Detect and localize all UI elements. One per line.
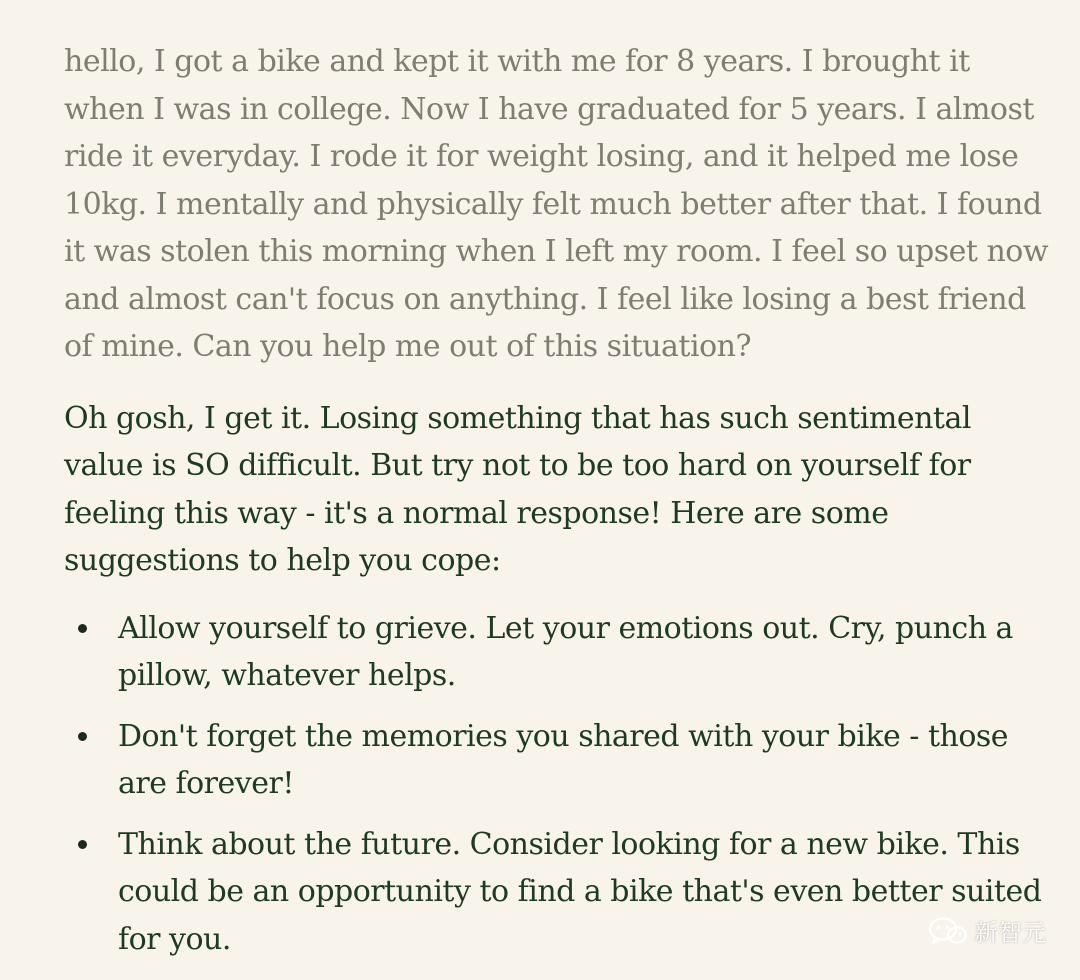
watermark-text: 新智元: [974, 919, 1046, 947]
assistant-message: [64, 395, 1049, 964]
assistant-intro: Oh gosh, I get it. Losing something that has such sentimental value is SO difficult. But try not to be too hard on yourself for feeling this way - it's a normal response! Here are some suggestions to help you cope:: [64, 400, 971, 578]
bullet-icon: [78, 624, 87, 633]
chat-transcript: [64, 38, 1049, 976]
user-message: hello, I got a bike and kept it with me for 8 years. I brought it when I was in college. Now I have graduated for 5 years. I almost ride it everyday. I rode it for weight losing, and it helped me lose 10kg. I mentally and physically felt much better after that. I found it was stolen this morning when I left my room. I feel so upset now and almost can't focus on anything. I feel like losing a best friend of mine. Can you help me out of this situation?: [64, 44, 1049, 364]
wechat-icon: [928, 916, 968, 946]
suggestion-list: [64, 605, 1049, 964]
list-item-text: Think about the future. Consider looking for a new bike. This could be an opportunity to find a bike that's even better suited for you.: [118, 826, 1042, 957]
list-item: [64, 605, 1049, 700]
list-item-text: Allow yourself to grieve. Let your emotions out. Cry, punch a pillow, whatever helps.: [118, 610, 1013, 693]
watermark: [928, 913, 1046, 948]
list-item: [64, 821, 1049, 964]
list-item-text: Don't forget the memories you shared with your bike - those are forever!: [118, 718, 1009, 801]
bullet-icon: [78, 732, 87, 741]
list-item: [64, 713, 1049, 808]
bullet-icon: [78, 840, 87, 849]
